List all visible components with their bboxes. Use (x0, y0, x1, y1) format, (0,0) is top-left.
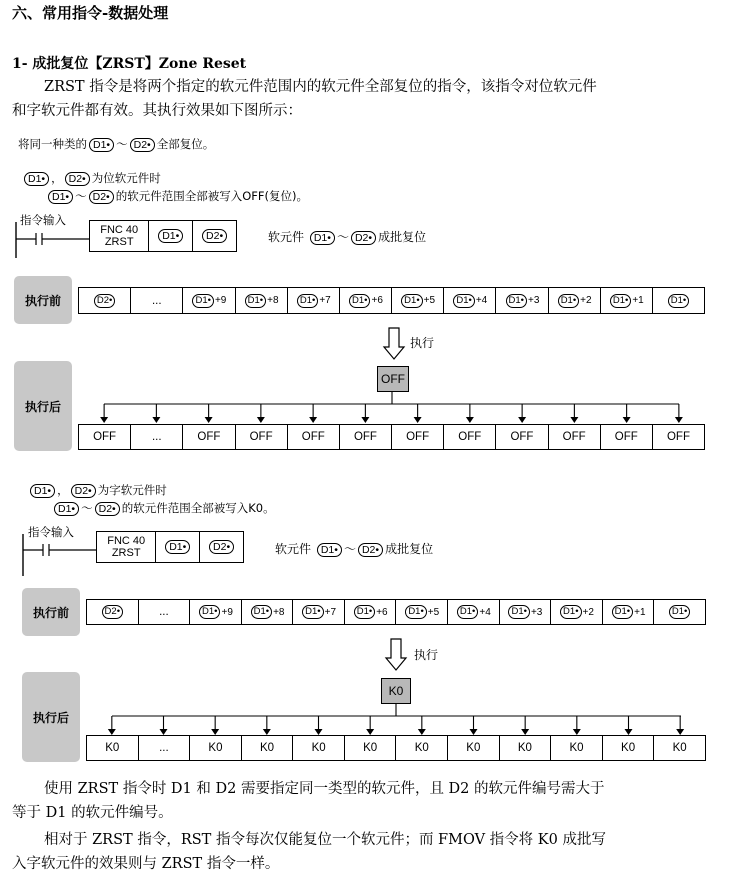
arrow-head (100, 417, 108, 423)
d1-pill: D1• (30, 484, 55, 498)
effect-prefix: 软元件 (275, 542, 312, 556)
d2-pill: D2• (94, 294, 115, 308)
word-before-row (86, 599, 706, 625)
cell-value: OFF (392, 425, 444, 449)
bit-desc-sep: ～ (75, 189, 87, 203)
d1-pill: D1• (349, 294, 370, 308)
d1-pill: D1• (199, 605, 220, 619)
offset: +5 (427, 606, 440, 618)
d2-pill: D2• (130, 138, 155, 152)
word-source-value: K0 (381, 678, 411, 704)
cell-value: OFF (79, 425, 131, 449)
offset: +2 (582, 606, 594, 618)
word-title (28, 482, 167, 498)
offset: +7 (324, 606, 337, 618)
word-desc-text: 的软元件范围全部被写入K0。 (121, 501, 275, 515)
cell-d1-offset (603, 600, 655, 624)
word-ladder-label: 指令输入 (28, 525, 74, 539)
cell-value: K0 (603, 736, 655, 760)
word-exec-arrow (384, 638, 408, 672)
note-prefix: 将同一种类的 (18, 137, 87, 151)
page-heading: 六、常用指令-数据处理 (12, 4, 169, 22)
d1-pill: D1• (610, 294, 631, 308)
intro-line-2: 和字软元件都有效。其执行效果如下图所示： (12, 103, 302, 119)
arrow-head (309, 417, 317, 423)
cell-value: K0 (448, 736, 500, 760)
footer-line-2: 等于 D1 的软元件编号。 (12, 805, 173, 821)
bit-after-label: 执行后 (14, 361, 72, 451)
cell-value: OFF (288, 425, 340, 449)
d1-pill: D1• (405, 605, 426, 619)
d1-pill: D1• (54, 502, 79, 516)
d1-pill: D1• (669, 605, 690, 619)
bit-exec-arrow (382, 327, 406, 361)
cell-value: K0 (87, 736, 139, 760)
word-effect (275, 540, 433, 557)
d2-pill: D2• (358, 543, 383, 557)
bit-ladder-label: 指令输入 (20, 213, 66, 227)
d1-operand (156, 532, 200, 562)
arrow-head (205, 417, 213, 423)
cell-value: OFF (666, 431, 690, 443)
section-title: 1- 成批复位【ZRST】Zone Reset (12, 56, 247, 72)
cell-d1-offset (496, 288, 548, 313)
effect-sep: ～ (336, 230, 349, 244)
word-title-suffix: 为字软元件时 (97, 483, 167, 497)
d2-pill: D2• (71, 484, 96, 498)
offset: +1 (634, 606, 646, 618)
cell-d1-offset (340, 288, 392, 313)
note-suffix: 全部复位。 (156, 137, 215, 151)
arrow-head (361, 417, 369, 423)
cell-d1-offset (549, 288, 601, 313)
bit-distribution-arrows (78, 392, 706, 426)
arrow-head (623, 417, 631, 423)
d1-pill: D1• (165, 540, 190, 554)
d1-pill: D1• (558, 294, 579, 308)
d2-pill: D2• (351, 231, 376, 245)
word-title-sep: ， (57, 483, 69, 497)
cell-d2 (79, 288, 131, 313)
arrow-head (152, 417, 160, 423)
fnc-cell (97, 532, 156, 562)
cell-d1-offset (288, 288, 340, 313)
offset: +4 (479, 606, 491, 618)
bit-exec-label: 执行 (410, 336, 435, 350)
cell-d1-offset (448, 600, 500, 624)
offset: +7 (319, 295, 331, 306)
d2-pill: D2• (209, 540, 234, 554)
fnc-cell (90, 221, 149, 251)
word-distribution-arrows (86, 704, 706, 738)
d1-pill: D1• (251, 605, 272, 619)
d1-operand (149, 221, 193, 251)
word-before-label: 执行前 (22, 588, 80, 636)
cell-d1-offset (190, 600, 242, 624)
offset: +6 (376, 606, 388, 618)
offset: +3 (528, 295, 540, 306)
cell-value: OFF (183, 425, 235, 449)
cell-ellipsis: ... (139, 600, 191, 624)
d2-operand (193, 221, 236, 251)
bit-title-sep: ， (51, 171, 63, 185)
word-after-row (86, 735, 706, 761)
d2-pill: D2• (202, 229, 227, 243)
d1-pill: D1• (668, 294, 689, 308)
cell-ellipsis: ... (139, 736, 191, 760)
d1-pill: D1• (401, 294, 422, 308)
offset: +9 (214, 295, 227, 306)
diagram-note (18, 136, 214, 152)
cell-value: K0 (293, 736, 345, 760)
word-exec-label: 执行 (414, 648, 439, 662)
bit-desc-text: 的软元件范围全部被写入OFF(复位)。 (115, 189, 308, 203)
d1-pill: D1• (302, 605, 323, 619)
arrow-head (570, 417, 578, 423)
fnc-mnemonic: ZRST (111, 547, 141, 559)
cell-d1-offset (183, 288, 235, 313)
offset: +9 (221, 606, 233, 618)
offset: +3 (530, 606, 543, 618)
cell-d1-offset (500, 600, 552, 624)
bit-before-label: 执行前 (14, 276, 72, 324)
cell-value: K0 (396, 736, 448, 760)
cell-value: K0 (242, 736, 294, 760)
word-after-label: 执行后 (22, 672, 80, 762)
d2-pill: D2• (89, 190, 114, 204)
cell-value: OFF (549, 425, 601, 449)
cell-d1 (653, 288, 704, 313)
d1-pill: D1• (158, 229, 183, 243)
d2-pill: D2• (102, 605, 123, 619)
d2-operand (200, 532, 243, 562)
d1-pill: D1• (612, 605, 633, 619)
d1-pill: D1• (457, 605, 478, 619)
d1-pill: D1• (317, 543, 342, 557)
d1-pill: D1• (453, 294, 474, 308)
offset: +5 (423, 295, 436, 306)
cell-value: K0 (345, 736, 397, 760)
cell-d1-offset (345, 600, 397, 624)
offset: +4 (475, 295, 488, 306)
d1-pill: D1• (506, 294, 527, 308)
effect-prefix: 软元件 (268, 230, 305, 244)
word-desc (52, 500, 275, 516)
offset: +8 (273, 606, 285, 618)
word-ladder-contact (21, 534, 101, 578)
d1-pill: D1• (192, 294, 213, 308)
arrow-head (518, 417, 526, 423)
cell-value: OFF (236, 425, 288, 449)
offset: +6 (371, 295, 383, 306)
footer-line-1: 使用 ZRST 指令时 D1 和 D2 需要指定同一类型的软元件，且 D2 的软元件编号需大于 (44, 781, 605, 797)
effect-suffix: 成批复位 (378, 230, 427, 244)
effect-suffix: 成批复位 (385, 542, 434, 556)
cell-d1-offset (242, 600, 294, 624)
bit-effect (268, 228, 426, 245)
cell-d1 (654, 600, 705, 624)
footer-line-4: 入字软元件的效果则与 ZRST 指令一样。 (12, 856, 280, 872)
cell-d2 (87, 600, 139, 624)
cell-value: OFF (496, 425, 548, 449)
d1-pill: D1• (310, 231, 335, 245)
intro-line-1: ZRST 指令是将两个指定的软元件范围内的软元件全部复位的指令，该指令对位软元件 (44, 79, 597, 95)
bit-title (22, 170, 161, 186)
cell-value: OFF (444, 425, 496, 449)
d1-pill: D1• (508, 605, 529, 619)
word-instruction-box (96, 531, 244, 563)
d2-pill: D2• (95, 502, 120, 516)
bit-after-row (78, 424, 705, 450)
bit-before-row (78, 287, 705, 314)
cell-d1-offset (551, 600, 603, 624)
cell-value: OFF (340, 425, 392, 449)
bit-source-value: OFF (377, 366, 409, 392)
d1-pill: D1• (89, 138, 114, 152)
d1-pill: D1• (245, 294, 266, 308)
fnc-mnemonic: ZRST (104, 236, 134, 248)
cell-d1-offset (444, 288, 496, 313)
cell-d1-offset (236, 288, 288, 313)
arrow-head (675, 417, 683, 423)
offset: +1 (632, 295, 644, 306)
footer-line-3: 相对于 ZRST 指令，RST 指令每次仅能复位一个软元件；而 FMOV 指令将 K0 成批写 (44, 832, 606, 848)
d1-pill: D1• (560, 605, 581, 619)
cell-value: OFF (601, 425, 653, 449)
arrow-head (414, 417, 422, 423)
cell-ellipsis: ... (131, 288, 183, 313)
word-desc-sep: ～ (81, 501, 93, 515)
cell-d1-offset (392, 288, 444, 313)
offset: +2 (580, 295, 592, 306)
d2-pill: D2• (65, 172, 90, 186)
cell-value: K0 (551, 736, 603, 760)
cell-value: K0 (500, 736, 552, 760)
bit-title-suffix: 为位软元件时 (91, 171, 161, 185)
bit-ladder-contact (14, 222, 94, 260)
arrow-head (257, 417, 265, 423)
arrow-head (466, 417, 474, 423)
cell-d1-offset (293, 600, 345, 624)
offset: +8 (267, 295, 279, 306)
cell-value: K0 (190, 736, 242, 760)
fnc-code: FNC 40 (107, 535, 146, 547)
fnc-code: FNC 40 (100, 224, 139, 236)
d1-pill: D1• (24, 172, 49, 186)
cell-d1-offset (396, 600, 448, 624)
bit-instruction-box (89, 220, 237, 252)
cell-value: K0 (672, 742, 687, 754)
note-sep: ～ (116, 137, 128, 151)
cell-d1-offset (601, 288, 653, 313)
d1-pill: D1• (48, 190, 73, 204)
d1-pill: D1• (297, 294, 318, 308)
effect-sep: ～ (343, 542, 356, 556)
d1-pill: D1• (354, 605, 375, 619)
cell-ellipsis: ... (131, 425, 183, 449)
bit-desc (46, 188, 308, 204)
